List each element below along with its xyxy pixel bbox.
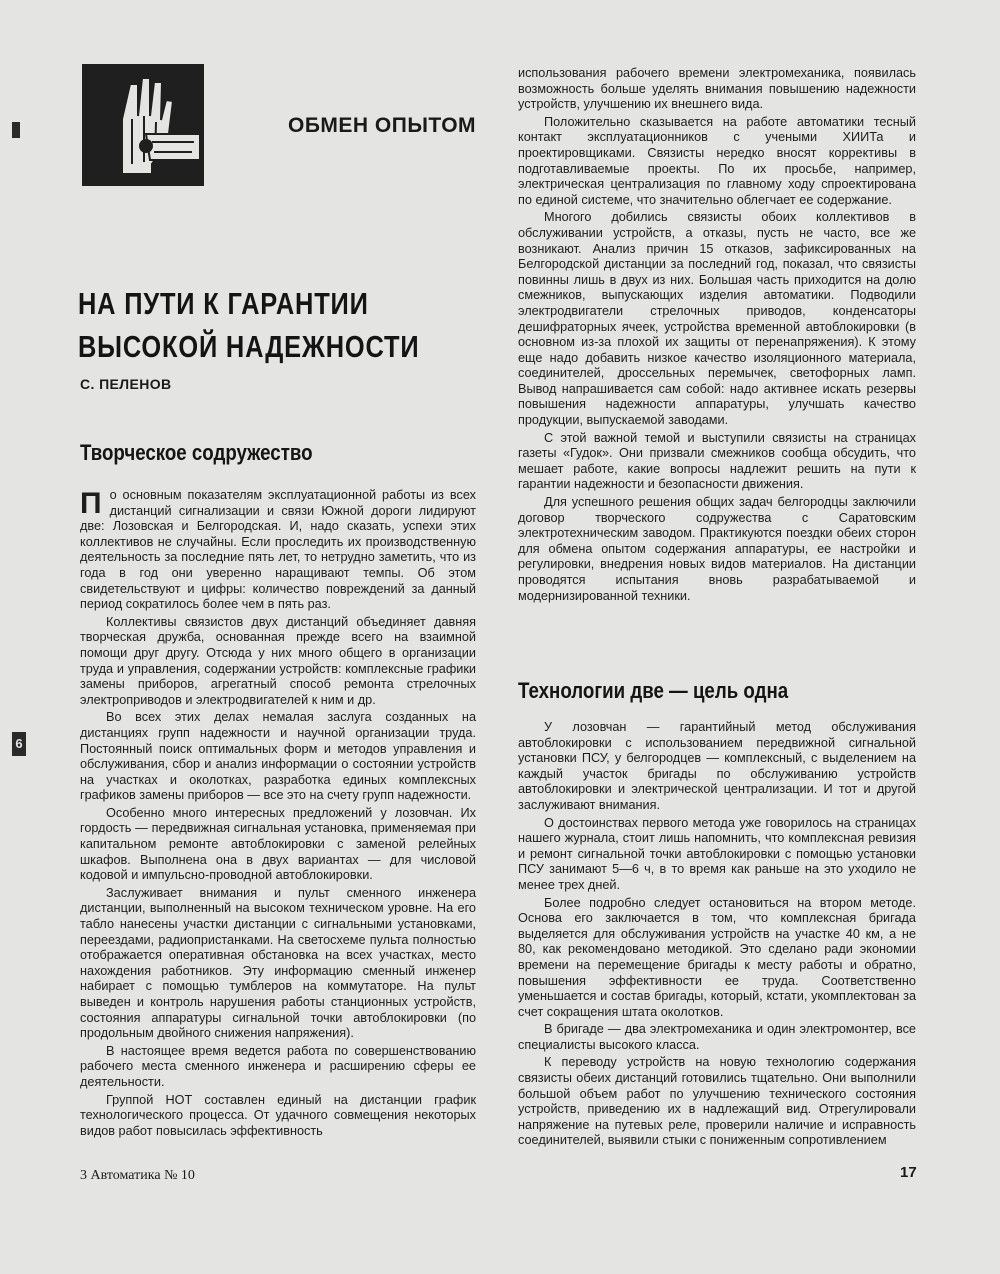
paragraph: Группой НОТ составлен единый на дистанции график технологического процесса. От удачного совмещения некоторых видов работ повысилась эффективность [80, 1092, 476, 1138]
paragraph: В бригаде — два электромеханика и один электромонтер, все специалисты высокого класса. [518, 1022, 916, 1052]
edge-marker [12, 122, 20, 138]
footer-issue-label: 3 Автоматика № 10 [80, 1168, 195, 1183]
left-column [80, 488, 476, 1139]
author-byline: С. ПЕЛЕНОВ [80, 376, 172, 392]
article-title [78, 282, 422, 368]
right-column-top [518, 66, 916, 604]
paragraph: использования рабочего времени электромеханика, появилась возможность больше уделять внимания повышению надежности устройств, улучшению их внешнего вида. [518, 66, 916, 112]
drop-cap: П [80, 487, 102, 520]
hand-logo-icon [82, 64, 204, 186]
paragraph: Для успешного решения общих задач белгородцы заключили договор творческого содружества с Саратовским электротехническим заводом. Практикуются поездки обеих сторон для обмена опытом содержания аппаратуры, ее настройки и регулировки, внедрения новых видов материалов. На дистанции проводятся испытания вновь разрабатываемой и модернизированной техники. [518, 495, 916, 603]
side-page-marker: 6 [12, 732, 26, 756]
paragraph: С этой важной темой и выступили связисты на страницах газеты «Гудок». Они призвали смежников сообща обсудить, что мешает работе, какие вопросы надлежит решить на пути к гарантии надежности и безопасности движения. [518, 430, 916, 492]
paragraph: Во всех этих делах немалая заслуга созданных на дистанциях групп надежности и научной организации труда. Постоянный поиск оптимальных форм и методов управления и обслуживания, сбор и анализ информации о состоянии устройств на участках и околотках, разработка единых комплексных графиков замены приборов — все это на счету групп надежности. [80, 710, 476, 803]
paragraph: По основным показателям эксплуатационной работы из всех дистанций сигнализации и связи Южной дороги лидируют две: Лозовская и Белгородская. И, надо сказать, успехи этих коллективов не случайны. Если проследить их производственную деятельность за последние пять лет, то нетрудно заметить, что из года в год они уверенно наращивают темпы. Об этом свидетельствуют и цифры: количество повреждений за данный период сократилось более чем в пять раз. [80, 487, 476, 612]
title-line-2: ВЫСОКОЙ НАДЕЖНОСТИ [78, 329, 420, 364]
paragraph: К переводу устройств на новую технологию содержания связисты обеих дистанций готовились тщательно. Они выполнили большой объем работ по улучшению технического состояния устройств, приведению их в надлежащий вид. Отрегулировали напряжение на путевых реле, проверили наличие и исправность соединителей, выявили стыки с пониженным сопротивлением [518, 1055, 916, 1148]
section-heading-1: Творческое содружество [80, 440, 313, 465]
paragraph: Особенно много интересных предложений у лозовчан. Их гордость — передвижная сигнальная установка, применяемая при капитальном ремонте автоблокировки с заменой релейных шкафов. Выполнена она в двух вариантах — для числовой кодовой и импульсно-проводной автоблокировки. [80, 805, 476, 883]
page-number: 17 [900, 1164, 917, 1181]
paragraph: Многого добились связисты обоих коллективов в обслуживании устройств, а отказы, пусть не часто, все же возникают. Анализ причин 15 отказов, зафиксированных на Белгородской дистанции за последний год, показал, что связисты повинны лишь в двух из них. Большая часть приходится на долю смежников, выпускающих изделия автоматики. Подводили электродвигатели стрелочных приводов, конденсаторы дешифраторных ячеек, устройства временной автоблокировки (в основном из-за плохой их защиты от перенапряжения). К этому еще надо добавить низкое качество изоляционного материала, соединителей, дроссельных перемычек, светофорных ламп. Вывод напрашивается сам собой: надо активнее искать резервы повышения надежности аппаратуры, улучшать качество продукции, выпускаемой заводами. [518, 210, 916, 428]
paragraph: Коллективы связистов двух дистанций объединяет давняя творческая дружба, основанная прежде всего на взаимной помощи друг другу. Отсюда у них много общего в организации труда и управления, содержании устройств: комплексные графики замены приборов, агрегатный способ ремонта стрелочных электроприводов и электродвигателей к ним и др. [80, 614, 476, 707]
paragraph: О достоинствах первого метода уже говорилось на страницах нашего журнала, стоит лишь напомнить, что комплексная ревизия и ремонт сигнальной точки автоблокировки с помощью установки ПСУ занимают 5—6 ч, в то время как раньше на это уходило не менее трех дней. [518, 815, 916, 892]
hand-icon [82, 64, 204, 186]
paragraph: В настоящее время ведется работа по совершенствованию рабочего места сменного инженера и расширению сферы ее деятельности. [80, 1043, 476, 1089]
paragraph: Положительно сказывается на работе автоматики тесный контакт эксплуатационников с учеными ХИИТа и проектировщиками. Связисты нередко вносят коррективы в подготавливаемые проекты. По их просьбе, например, электрическая централизация по главному ходу спроектирована по единой системе, что значительно облегчает ее содержание. [518, 114, 916, 207]
paragraph: У лозовчан — гарантийный метод обслуживания автоблокировки с использованием передвижной сигнальной установки ПСУ, у белгородцев — комплексный, с выделением на каждый участок бригады по обслуживанию устройств автоблокировки и электрической централизации. И тот и другой заслуживают внимания. [518, 720, 916, 812]
right-column-bottom [518, 720, 916, 1149]
paragraph: Более подробно следует остановиться на втором методе. Основа его заключается в том, что комплексная бригада выделяется для обслуживания устройств на участке 40 км, а не 80, как рекомендовано методикой. Это сделано ради экономии времени на перемещение бригады к месту работы и обратно, повышения эффективности ее труда. Соответственно уменьшается и состав бригады, который, кстати, укомплектован за счет сокращения штата околотков. [518, 895, 916, 1019]
section-heading-2: Технологии две — цель одна [518, 678, 789, 703]
section-rubric: ОБМЕН ОПЫТОМ [288, 114, 477, 137]
title-line-1: НА ПУТИ К ГАРАНТИИ [78, 286, 369, 321]
paragraph: Заслуживает внимания и пульт сменного инженера дистанции, выполненный на высоком техническом уровне. На его табло нанесены участки дистанции с сигнальными установками, переездами, радиопристанками. На светосхеме пульта полностью отображается оперативная обстановка на всех участках, место нахождения работников. Эту информацию сменный инженер набирает с помощью тумблеров на коммутаторе. На пульт выведен и контроль нарушения работы станционных устройств, состояния аппаратуры сигнальной точки автоблокировки (по продольным двойного снижения напряжения). [80, 885, 476, 1041]
